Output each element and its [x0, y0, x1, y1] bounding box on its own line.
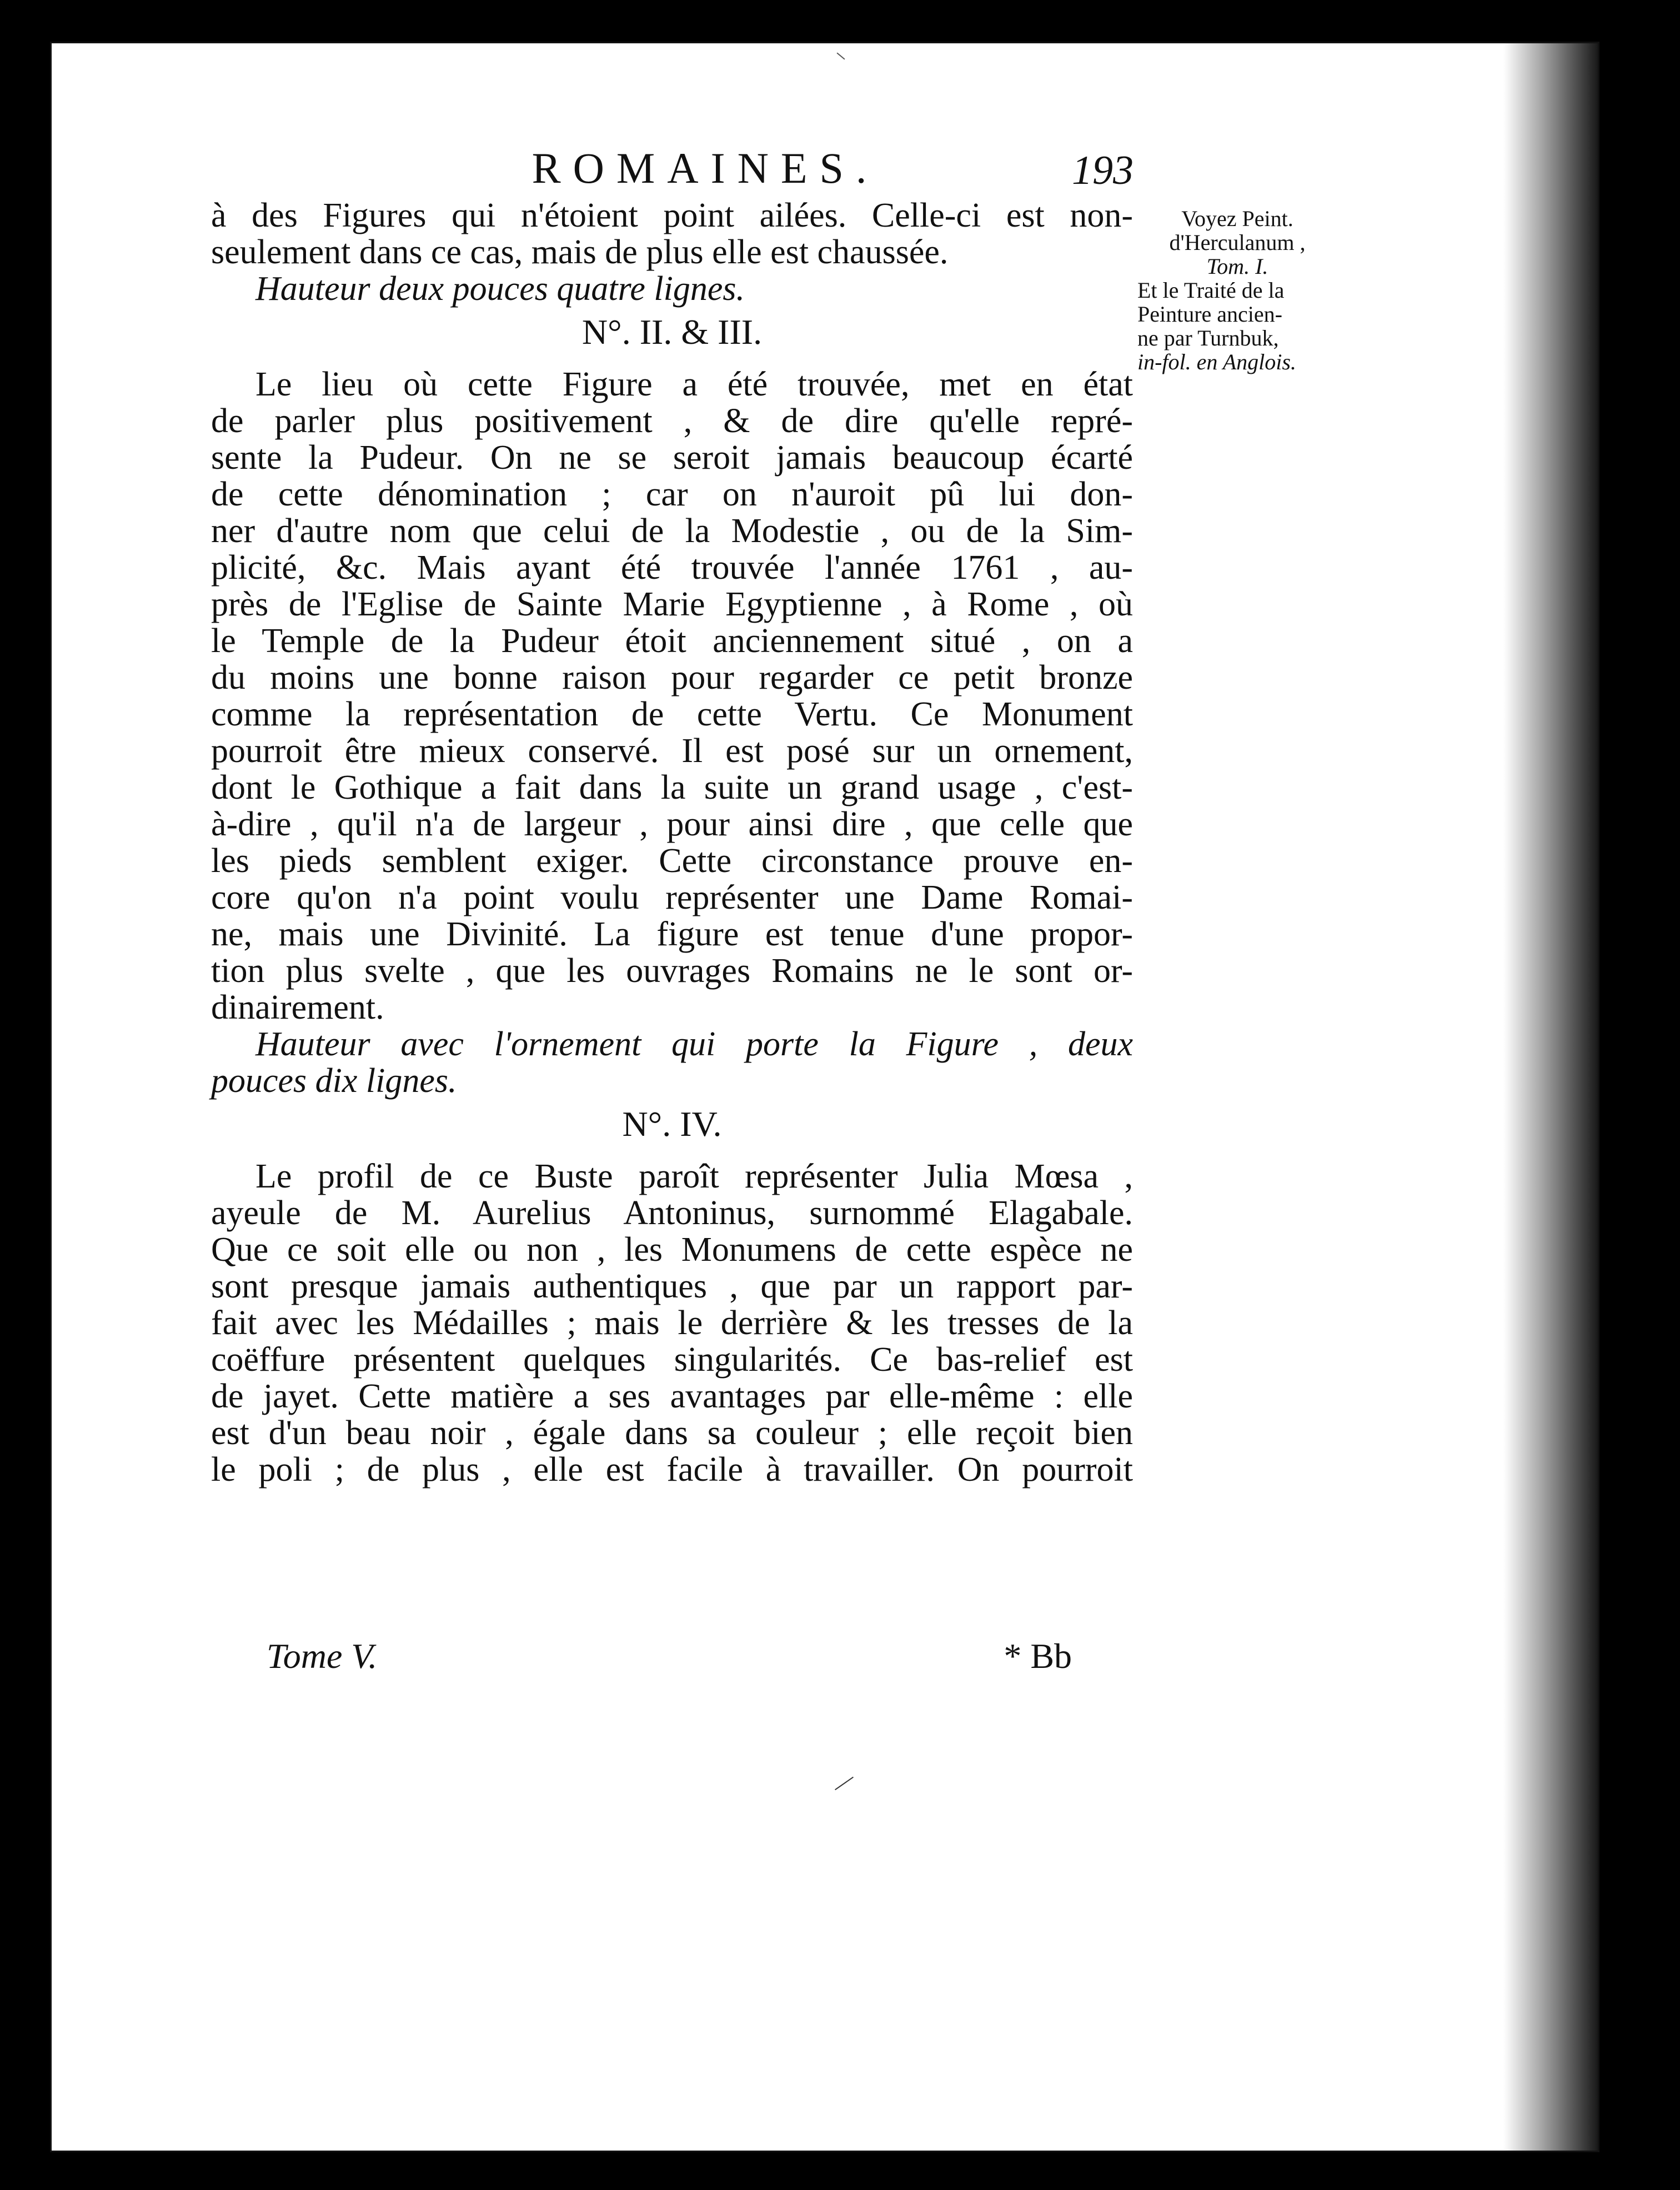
text-line: ne, mais une Divinité. La figure est tenue d'une propor-: [211, 915, 1133, 953]
text-line: de cette dénomination ; car on n'auroit pû lui don-: [211, 475, 1133, 513]
margin-note-line: Tom. I.: [1206, 254, 1268, 279]
section-heading: N°. IV.: [622, 1104, 722, 1144]
text-line: tion plus svelte , que les ouvrages Romains ne le sont or-: [211, 952, 1133, 990]
height-note: Hauteur avec l'ornement qui porte la Figure , deux: [255, 1025, 1133, 1063]
margin-note-line: Voyez Peint.: [1181, 206, 1293, 231]
text-line: le poli ; de plus , elle est facile à travailler. On pourroit: [211, 1451, 1133, 1489]
margin-note-line: ne par Turnbuk,: [1137, 325, 1279, 350]
text-line: fait avec les Médailles ; mais le derrière & les tresses de la: [211, 1304, 1133, 1342]
text-line: dont le Gothique a fait dans la suite un grand usage , c'est-: [211, 769, 1133, 806]
height-note: pouces dix lignes.: [211, 1062, 457, 1100]
text-line: comme la représentation de cette Vertu. Ce Monument: [211, 695, 1133, 733]
margin-note-line: d'Herculanum ,: [1169, 230, 1306, 255]
text-line: de jayet. Cette matière a ses avantages par elle-même : elle: [211, 1377, 1133, 1415]
main-text: [211, 197, 1133, 1488]
text-line: Le profil de ce Buste paroît représenter Julia Mœsa ,: [255, 1157, 1133, 1195]
margin-note-line: Et le Traité de la: [1137, 278, 1285, 303]
text-line: core qu'on n'a point voulu représenter une Dame Romai-: [211, 879, 1133, 916]
text-line: Que ce soit elle ou non , les Monumens de cette espèce ne: [211, 1231, 1133, 1269]
text-line: coëffure présentent quelques singularités. Ce bas-relief est: [211, 1341, 1133, 1379]
section-heading: N°. II. & III.: [581, 312, 763, 352]
running-title: ROMAINES.: [531, 144, 879, 192]
text-line: Le lieu où cette Figure a été trouvée, met en état: [255, 365, 1133, 403]
margin-note: [1137, 207, 1337, 374]
text-line: seulement dans ce cas, mais de plus elle est chaussée.: [211, 233, 949, 271]
page-number: 193: [1072, 148, 1134, 193]
volume-label: Tome V.: [267, 1636, 378, 1676]
text-line: sont presque jamais authentiques , que par un rapport par-: [211, 1267, 1133, 1305]
text-line: sente la Pudeur. On ne se seroit jamais beaucoup écarté: [211, 439, 1133, 477]
text-line: ner d'autre nom que celui de la Modestie , ou de la Sim-: [211, 512, 1133, 550]
signature-mark: * Bb: [1004, 1636, 1072, 1676]
text-line: du moins une bonne raison pour regarder ce petit bronze: [211, 659, 1133, 696]
binding-shadow: [1503, 43, 1598, 2151]
text-line: pourroit être mieux conservé. Il est posé sur un ornement,: [211, 732, 1133, 770]
text-line: à des Figures qui n'étoient point ailées. Celle-ci est non-: [211, 197, 1133, 234]
text-line: à-dire , qu'il n'a de largeur , pour ainsi dire , que celle que: [211, 805, 1133, 843]
text-line: ayeule de M. Aurelius Antoninus, surnommé Elagabale.: [211, 1194, 1133, 1232]
text-line: plicité, &c. Mais ayant été trouvée l'année 1761 , au-: [211, 549, 1133, 587]
text-line: de parler plus positivement , & de dire qu'elle repré-: [211, 402, 1133, 440]
text-line: les pieds semblent exiger. Cette circonstance prouve en-: [211, 842, 1133, 880]
text-line: dinairement.: [211, 989, 384, 1026]
margin-note-line: in-fol. en Anglois.: [1137, 349, 1296, 374]
text-line: le Temple de la Pudeur étoit anciennement situé , on a: [211, 622, 1133, 660]
margin-note-line: Peinture ancien-: [1137, 302, 1282, 327]
height-note: Hauteur deux pouces quatre lignes.: [255, 270, 745, 308]
text-line: près de l'Eglise de Sainte Marie Egyptienne , à Rome , où: [211, 585, 1133, 623]
text-line: est d'un beau noir , égale dans sa couleur ; elle reçoit bien: [211, 1414, 1133, 1452]
